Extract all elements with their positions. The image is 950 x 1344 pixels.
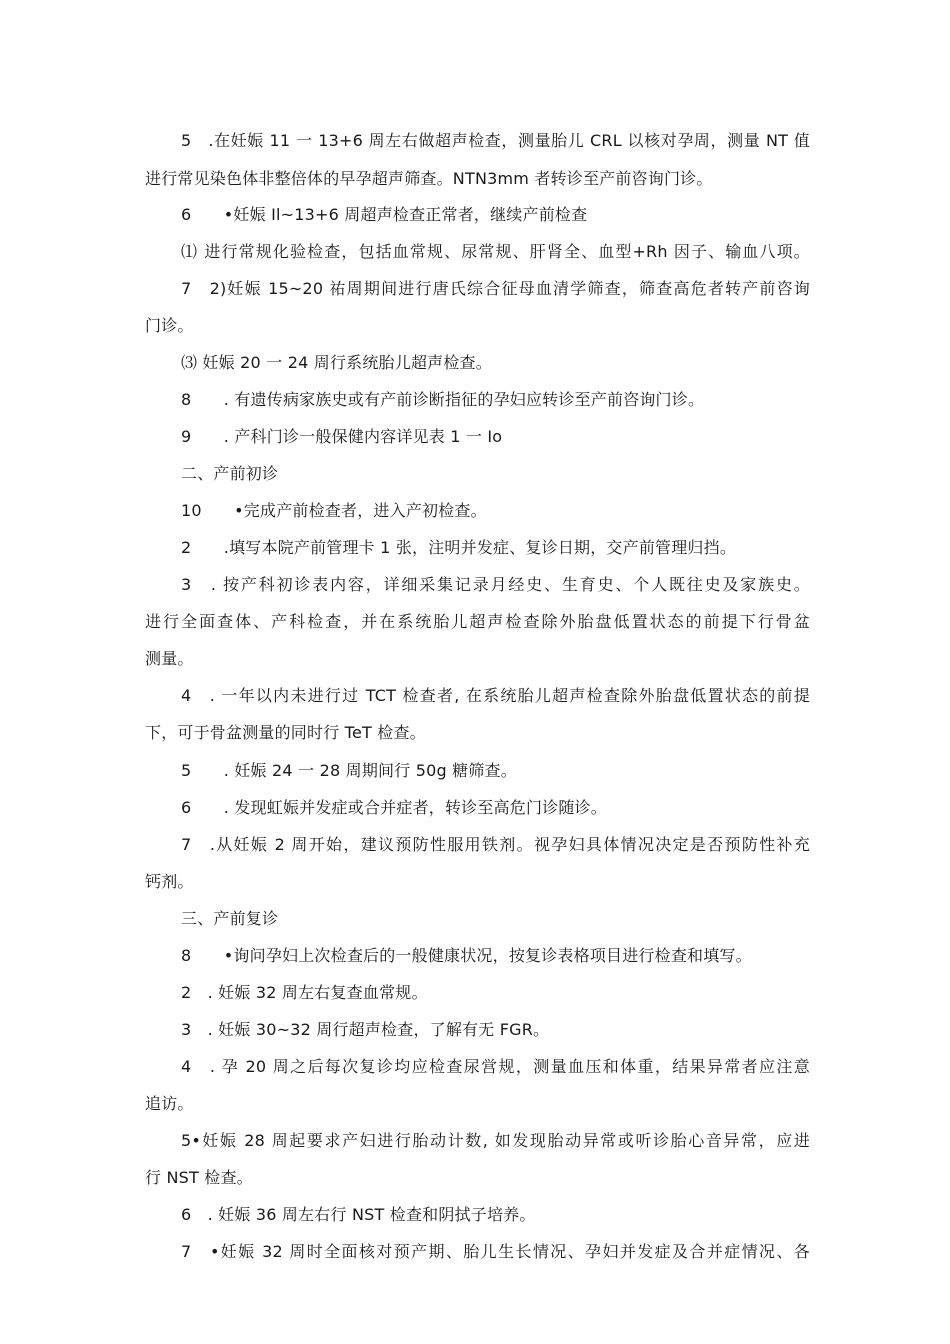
section-heading: 二、产前初诊	[181, 464, 279, 483]
paragraph-line: 3 . 妊娠 30~32 周行超声检查，了解有无 FGR。	[181, 1020, 550, 1039]
paragraph-line: 7 •妊娠 32 周时全面核对预产期、胎儿生长情况、孕妇并发症及合并症情况、各	[181, 1242, 810, 1261]
paragraph-line: 4 . 孕 20 周之后每次复诊均应检查尿営规，测量血压和体重，结果异常者应注意	[181, 1057, 810, 1076]
paragraph-line: 3 . 按产科初诊表内容，详细采集记录月经史、生育史、个人既往史及家族史。	[181, 575, 810, 594]
paragraph-line: 5•妊娠 28 周起要求产妇进行胎动计数, 如发现胎动异常或听诊胎心音异常，应进	[181, 1131, 810, 1150]
paragraph-line: 门诊。	[145, 316, 194, 335]
paragraph-line: 10 •完成产前检查者，进入产初检查。	[181, 501, 487, 520]
paragraph-line: 4 . 一年以内未进行过 TCT 检查者, 在系统胎儿超声检查除外胎盘低置状态的前提	[181, 686, 810, 705]
paragraph-line: 2 .填写本院产前管理卡 1 张，注明并发症、复诊日期，交产前管理归挡。	[181, 538, 737, 557]
paragraph-line: 9 . 产科门诊一般保健内容详见表 1 一 Io	[181, 427, 503, 446]
paragraph-line: 测量。	[145, 649, 194, 668]
paragraph-line: 6 . 妊娠 36 周左右行 NST 检查和阴拭子培养。	[181, 1205, 536, 1224]
section-heading: 三、产前复诊	[181, 909, 279, 928]
paragraph-line: ⑶ 妊娠 20 一 24 周行系统胎儿超声检查。	[181, 353, 492, 372]
paragraph-line: 6 •妊娠 Il~13+6 周超声检查正常者，继续产前检查	[181, 205, 588, 224]
paragraph-line: 6 . 发现虹娠并发症或合并症者，转诊至高危门诊随诊。	[181, 798, 607, 817]
paragraph-line: 7 .从妊娠 2 周开始，建议预防性服用铁剂。视孕妇具体情况决定是否预防性补充	[181, 835, 810, 854]
paragraph-line: 2 . 妊娠 32 周左右复查血常规。	[181, 983, 428, 1002]
paragraph-line: 进行全面查体、产科检查，并在系统胎儿超声检查除外胎盘低置状态的前提下行骨盆	[145, 612, 810, 631]
paragraph-line: 行 NST 检查。	[145, 1168, 253, 1187]
paragraph-line: 8 . 有遗传病家族史或有产前诊断指征的孕妇应转诊至产前咨询门诊。	[181, 390, 705, 409]
paragraph-line: 8 •询问孕妇上次检查后的一般健康状况，按复诊表格项目进行检查和填写。	[181, 946, 752, 965]
paragraph-line: ⑴ 进行常规化验检查，包括血常规、尿常规、肝肾全、血型+Rh 因子、输血八项。	[181, 242, 810, 261]
paragraph-line: 钙剂。	[145, 872, 194, 891]
paragraph-line: 5 .在妊娠 11 一 13+6 周左右做超声检查，测量胎儿 CRL 以核对孕周，测量 NT 值	[181, 131, 810, 150]
paragraph-line: 进行常见染色体非整倍体的早孕超声筛查。NTN3mm 者转诊至产前咨询门诊。	[145, 169, 713, 188]
paragraph-line: 5 . 妊娠 24 一 28 周期间行 50g 糖筛查。	[181, 761, 517, 780]
paragraph-line: 下，可于骨盆测量的同时行 TeT 检查。	[145, 723, 426, 742]
paragraph-line: 7 2)妊娠 15~20 祐周期间进行唐氏综合征母血清学筛查，筛查高危者转产前咨询	[181, 279, 810, 298]
paragraph-line: 追访。	[145, 1094, 194, 1113]
